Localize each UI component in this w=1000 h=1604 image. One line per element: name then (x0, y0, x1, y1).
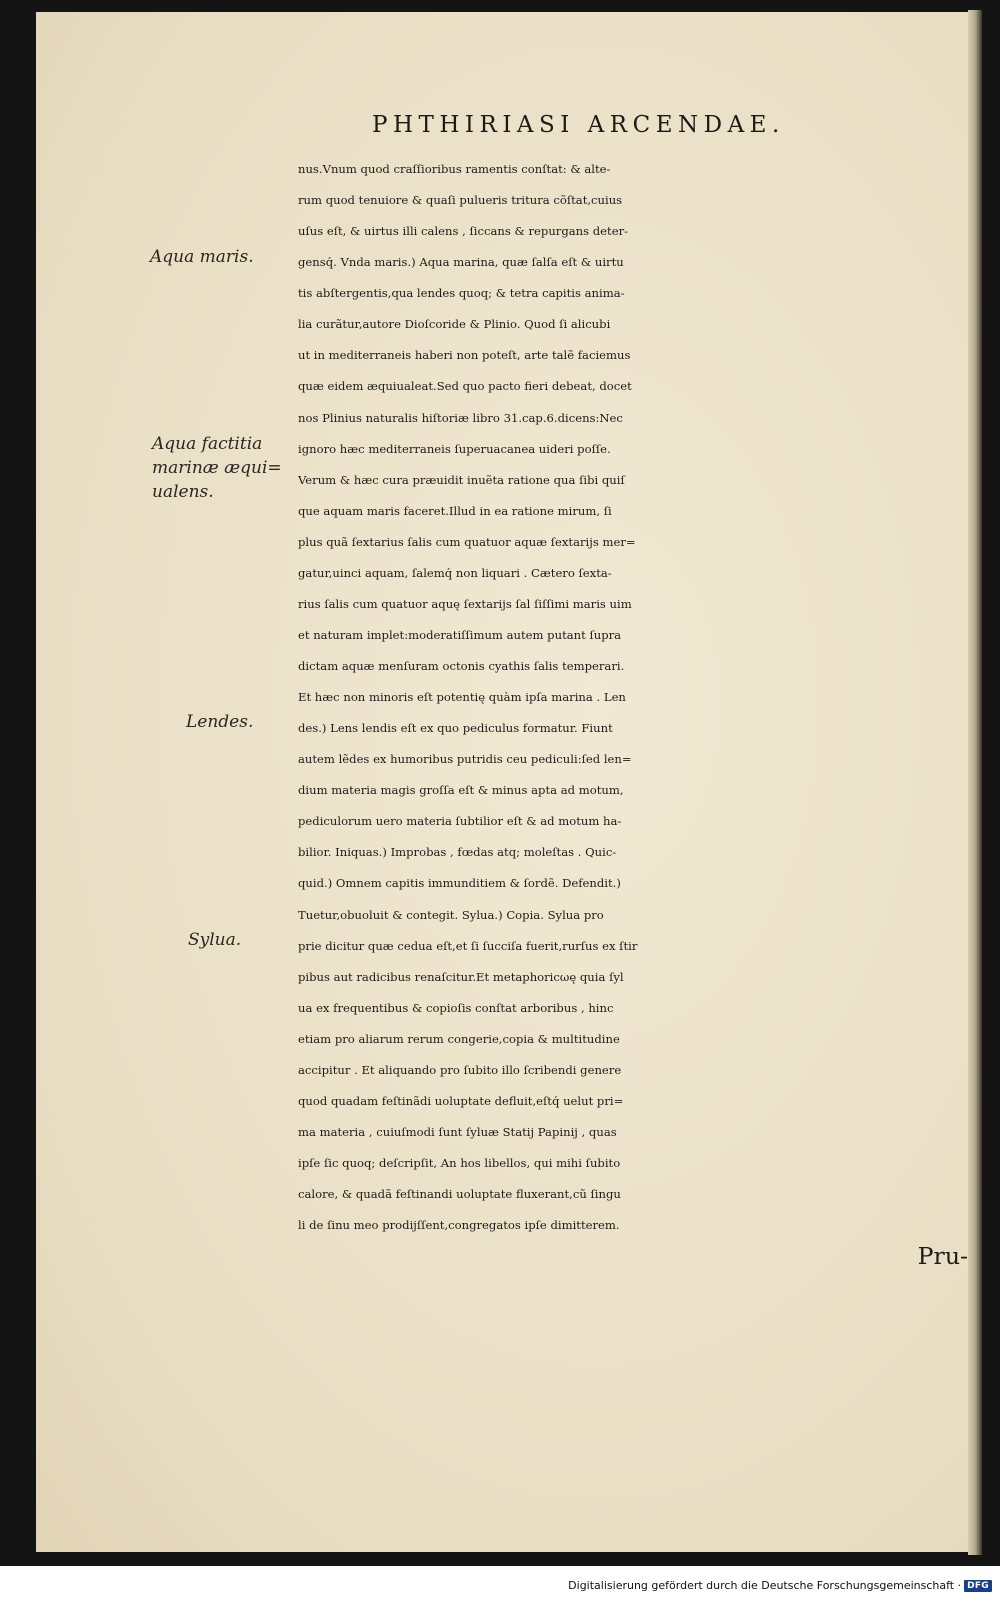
text-line: etiam pro aliarum rerum congerie,copia & multitudine (298, 1031, 620, 1046)
text-line: quæ eidem æquiualeat.Sed quo pacto fieri debeat, docet (298, 379, 632, 394)
text-line: dium materia magis groſſa eſt & minus apta ad motum, (298, 783, 624, 798)
text-line: prie dicitur quæ cedua eſt,et ſi ſucciſa fuerit,rurſus ex ſtir (298, 938, 638, 953)
text-line: li de ſinu meo prodijſſent,congregatos ipſe dimitterem. (298, 1218, 620, 1233)
dfg-logo-icon: DFG (964, 1580, 992, 1592)
text-line: quid.) Omnem capitis immunditiem & ſordẽ. Defendit.) (298, 876, 621, 891)
text-line: quod quadam feſtinãdi uoluptate defluit,eſtq́ uelut pri= (298, 1093, 624, 1108)
marginal-note-line: Aqua factitia (152, 434, 263, 454)
text-line: tis abſtergentis,qua lendes quoq; & tetra capitis anima- (298, 286, 625, 301)
main-text-block (298, 154, 968, 1272)
text-line: lia curãtur,autore Dioſcoride & Plinio. Quod ſi alicubi (298, 317, 611, 332)
text-line: bilior. Iniquas.) Improbas , fœdas atq; moleſtas . Quic- (298, 845, 617, 860)
marginal-note-aqua-factitia (152, 432, 282, 504)
page-edge-shadow (968, 10, 982, 1555)
text-line: autem lẽdes ex humoribus putridis ceu pediculi:ſed len= (298, 752, 632, 767)
text-line: plus quã ſextarius ſalis cum quatuor aquæ ſextarijs mer= (298, 534, 636, 549)
text-line: dictam aquæ menſuram octonis cyathis ſalis temperari. (298, 659, 625, 673)
marginal-note-sylua (188, 928, 241, 952)
marginal-note-line: Aqua maris. (150, 247, 254, 267)
text-line: et naturam implet:moderatiſſimum autem putant ſupra (298, 627, 622, 642)
marginal-note-line: Lendes. (186, 712, 254, 732)
text-line: ipſe ſic quoq; deſcripſit, An hos libellos, qui mihi ſubito (298, 1156, 621, 1170)
text-line: ut in mediterraneis haberi non poteſt, arte talẽ faciemus (298, 348, 631, 363)
footer-credit-text: Digitalisierung gefördert durch die Deutsche Forschungsgemeinschaft · (568, 1579, 962, 1592)
text-line: pediculorum uero materia ſubtilior eſt & ad motum ha- (298, 814, 622, 829)
marginal-note-aqua-maris (150, 245, 254, 269)
text-line: Tuetur,obuoluit & contegit. Sylua.) Copia. Sylua pro (298, 907, 604, 922)
text-line: accipitur . Et aliquando pro ſubito illo ſcribendi genere (298, 1062, 622, 1077)
text-line: ua ex frequentibus & copioſis conſtat arboribus , hinc (298, 1000, 614, 1015)
text-line: rius ſalis cum quatuor aquę ſextarijs ſal ſiſſimi maris uim (298, 596, 632, 611)
catchword: Pru- (917, 1242, 968, 1271)
text-line: gatur,uinci aquam, ſalemq́ non liquari . Cætero ſexta- (298, 565, 612, 580)
text-line: gensq́. Vnda maris.) Aqua marina, quæ ſalſa eſt & uirtu (298, 255, 624, 270)
text-line: Et hæc non minoris eſt potentię quàm ipſa marina . Len (298, 690, 626, 705)
text-line: pibus aut radicibus renaſcitur.Et metaphoricωę quia ſyl (298, 969, 624, 984)
marginal-note-line: marinæ æqui= (152, 458, 282, 478)
text-line: uſus eſt, & uirtus illi calens , ſiccans & repurgans deter- (298, 224, 629, 239)
running-head: PHTHIRIASI ARCENDAE. (372, 112, 785, 138)
digitization-footer (568, 1579, 992, 1592)
text-line: que aquam maris faceret.Illud in ea ratione mirum, ſi (298, 503, 612, 518)
text-line: nos Plinius naturalis hiſtoriæ libro 31.cap.6.dicens:Nec (298, 410, 623, 425)
text-line: nus.Vnum quod craſſioribus ramentis conſtat: & alte- (298, 162, 611, 176)
text-line: ignoro hæc mediterraneis ſuperuacanea uideri poſſe. (298, 441, 611, 456)
text-line: Verum & hæc cura præuidit inuẽta ratione qua ſibi quiſ (298, 472, 625, 487)
text-line: calore, & quadã feſtinandi uoluptate fluxerant,cũ ſingu (298, 1187, 621, 1202)
text-line: ma materia , cuiuſmodi ſunt ſyluæ Statij Papinij , quas (298, 1124, 617, 1139)
marginal-note-line: ualens. (152, 482, 214, 502)
text-line: rum quod tenuiore & quaſi pulueris tritura cõſtat,cuius (298, 193, 623, 208)
marginal-note-lendes (186, 710, 253, 734)
text-line: des.) Lens lendis eſt ex quo pediculus formatur. Fiunt (298, 721, 613, 736)
marginal-note-line: Sylua. (188, 930, 242, 950)
